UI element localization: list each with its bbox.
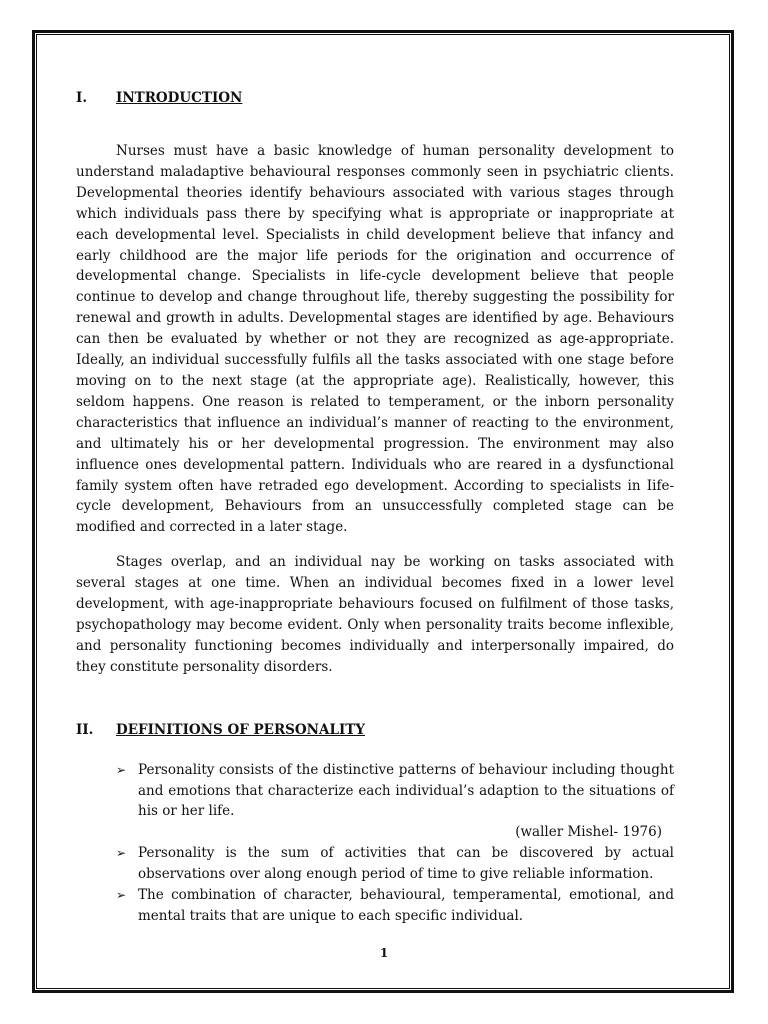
page-number: 1 (379, 946, 389, 960)
list-item (76, 885, 674, 927)
citation: (waller Mishel- 1976) (515, 824, 662, 841)
definitions-list (76, 760, 674, 927)
list-item (76, 760, 674, 823)
arrow-bullet-icon: ➢ (116, 762, 127, 777)
definition-text: Personality is the sum of activities that can be discovered by actual observations over along enough period of time to give reliable information. (138, 845, 674, 883)
section-number: II. (76, 721, 94, 738)
definition-text: The combination of character, behavioural, temperamental, emotional, and mental traits that are unique to each specific individual. (138, 887, 674, 924)
list-item (76, 843, 674, 885)
arrow-bullet-icon: ➢ (116, 846, 127, 861)
section-title: DEFINITIONS OF PERSONALITY (116, 721, 365, 738)
section-number: I. (76, 90, 88, 106)
section-heading-definitions (76, 720, 674, 740)
definition-text: Personality consists of the distinctive patterns of behaviour including thought and emotions that characterize each individual’s adaption to the situations of his or her life. (138, 761, 674, 820)
section-title: INTRODUCTION (116, 90, 243, 106)
arrow-bullet-icon: ➢ (116, 888, 127, 903)
section-heading-introduction (76, 88, 674, 108)
intro-paragraph-2: Stages overlap, and an individual nay be working on tasks associated with several stages at one time. When an individual becomes fixed in a lower level development, with age-inappropriate behaviours focused on fulfilment of those tasks, psychopathology may become evident. Only when personality traits become inflexible, and personality functioning becomes individually and interpersonally impaired, do they constitute personality disorders. (76, 554, 674, 675)
intro-paragraph-1: Nurses must have a basic knowledge of human personality development to understand maladaptive behavioural responses commonly seen in psychiatric clients. Developmental theories identify behaviours associated with various stages through which individuals pass there by specifying what is appropriate or inappropriate at each developmental level. Specialists in child development believe that infancy and early childhood are the major life periods for the origination and occurrence of developmental change. Specialists in life-cycle development believe that people continue to develop and change throughout life, thereby suggesting the possibility for renewal and growth in adults. Developmental stages are identified by age. Behaviours can then be evaluated by whether or not they are recognized as age-appropriate. Ideally, an individual successfully fulfils all the tasks associated with one stage before moving on to the next stage (at the appropriate age). Realistically, however, this seldom happens. One reason is related to temperament, or the inborn personality characteristics that influence an individual’s manner of reacting to the environment, and ultimately his or her developmental progression. The environment may also influence ones developmental pattern. Individuals who are reared in a dysfunctional family system often have retraded ego development. According to specialists in Iife-cycle development, Behaviours from an unsuccessfully completed stage can be modified and corrected in a later stage. (76, 143, 674, 536)
document-body (76, 86, 674, 927)
